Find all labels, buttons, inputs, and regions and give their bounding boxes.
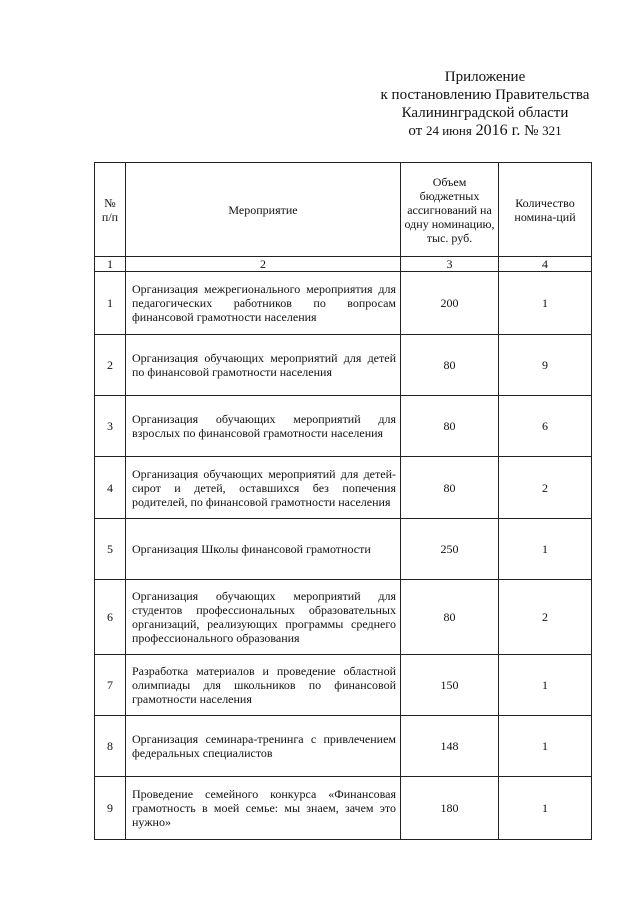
row-budget: 148 bbox=[401, 716, 499, 777]
row-number: 8 bbox=[95, 716, 126, 777]
row-budget: 80 bbox=[401, 457, 499, 519]
column-number: 3 bbox=[401, 257, 499, 272]
table-row bbox=[95, 716, 592, 777]
column-number-row bbox=[95, 257, 592, 272]
row-number: 5 bbox=[95, 519, 126, 580]
appendix-resolution-line: к постановлению Правительства bbox=[380, 87, 590, 103]
row-budget: 80 bbox=[401, 396, 499, 457]
row-count: 6 bbox=[499, 396, 592, 457]
row-budget: 80 bbox=[401, 580, 499, 655]
row-budget: 200 bbox=[401, 272, 499, 335]
header-activity: Мероприятие bbox=[126, 163, 401, 257]
column-number: 2 bbox=[126, 257, 401, 272]
row-count: 1 bbox=[499, 519, 592, 580]
row-budget: 80 bbox=[401, 335, 499, 396]
table-row bbox=[95, 272, 592, 335]
row-number: 9 bbox=[95, 777, 126, 840]
row-activity: Организация межрегионального мероприятия для педагогических работников по вопросам финансовой грамотности населения bbox=[126, 272, 401, 335]
table-header-row bbox=[95, 163, 592, 257]
row-activity: Организация обучающих мероприятий для детей-сирот и детей, оставшихся без попечения родителей, по финансовой грамотности населения bbox=[126, 457, 401, 519]
row-count: 2 bbox=[499, 457, 592, 519]
row-count: 1 bbox=[499, 655, 592, 716]
row-number: 6 bbox=[95, 580, 126, 655]
row-number: 2 bbox=[95, 335, 126, 396]
row-number: 3 bbox=[95, 396, 126, 457]
row-budget: 180 bbox=[401, 777, 499, 840]
table-row bbox=[95, 396, 592, 457]
table-row bbox=[95, 777, 592, 840]
row-budget: 150 bbox=[401, 655, 499, 716]
row-number: 4 bbox=[95, 457, 126, 519]
appendix-region-line: Калининградской области bbox=[401, 105, 569, 121]
row-activity: Организация обучающих мероприятий для взрослых по финансовой грамотности населения bbox=[126, 396, 401, 457]
row-count: 1 bbox=[499, 272, 592, 335]
date-day-month: 24 июня bbox=[425, 123, 472, 138]
row-number: 1 bbox=[95, 272, 126, 335]
row-count: 1 bbox=[499, 777, 592, 840]
column-number: 4 bbox=[499, 257, 592, 272]
row-activity: Организация обучающих мероприятий для детей по финансовой грамотности населения bbox=[126, 335, 401, 396]
table-row bbox=[95, 457, 592, 519]
row-count: 9 bbox=[499, 335, 592, 396]
activities-table bbox=[94, 162, 592, 840]
row-number: 7 bbox=[95, 655, 126, 716]
row-activity: Организация семинара-тренинга с привлечением федеральных специалистов bbox=[126, 716, 401, 777]
date-prefix: от bbox=[408, 123, 423, 139]
row-activity: Проведение семейного конкурса «Финансовая грамотность в моей семье: мы знаем, зачем это нужно» bbox=[126, 777, 401, 840]
appendix-header bbox=[360, 68, 610, 140]
table-row bbox=[95, 580, 592, 655]
header-budget: Объем бюджетных ассигнований на одну номинацию, тыс. руб. bbox=[401, 163, 499, 257]
column-number: 1 bbox=[95, 257, 126, 272]
appendix-date-line bbox=[360, 122, 610, 140]
header-number: № п/п bbox=[95, 163, 126, 257]
row-activity: Организация обучающих мероприятий для студентов профессиональных образовательных организаций, реализующих программы среднего профессионального образования bbox=[126, 580, 401, 655]
number-sign: № bbox=[524, 123, 539, 139]
header-count: Количество номина-ций bbox=[499, 163, 592, 257]
table-row bbox=[95, 519, 592, 580]
appendix-title: Приложение bbox=[444, 69, 526, 85]
date-year: 2016 г. bbox=[475, 122, 521, 139]
table-row bbox=[95, 655, 592, 716]
row-activity: Разработка материалов и проведение областной олимпиады для школьников по финансовой грамотности населения bbox=[126, 655, 401, 716]
row-budget: 250 bbox=[401, 519, 499, 580]
row-count: 2 bbox=[499, 580, 592, 655]
table-row bbox=[95, 335, 592, 396]
row-count: 1 bbox=[499, 716, 592, 777]
resolution-number: 321 bbox=[542, 123, 562, 138]
row-activity: Организация Школы финансовой грамотности bbox=[126, 519, 401, 580]
